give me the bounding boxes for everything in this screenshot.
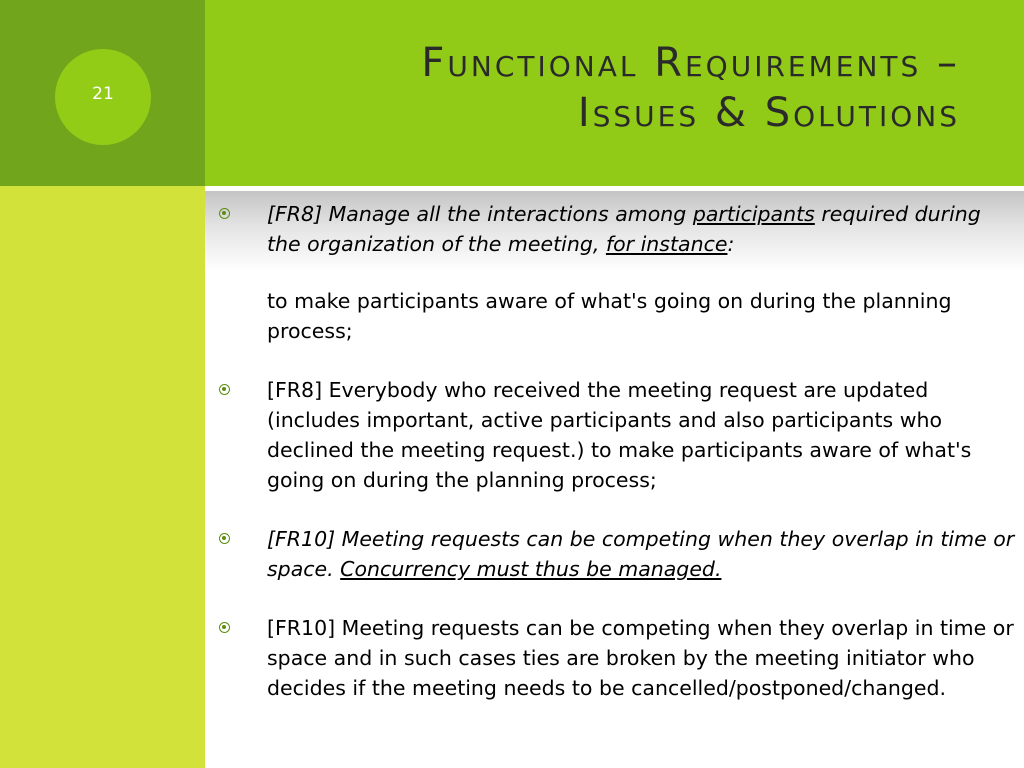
bullet-1-underlined-participants: participants	[692, 202, 815, 226]
bullet-item-1-continuation	[218, 286, 1016, 346]
bullet-list	[218, 199, 1016, 703]
slide-title-line-1: Functional Requirements –	[421, 40, 960, 86]
bullet-item-4	[218, 613, 1016, 703]
bullet-3-underlined-text: Concurrency must thus be managed.	[340, 557, 722, 581]
bullet-1-underlined-for-instance: for instance	[605, 232, 728, 256]
target-bullet-icon	[219, 208, 230, 219]
bullet-item-3	[218, 524, 1016, 584]
bullet-item-2	[218, 375, 1016, 495]
bullet-1-text-b: required during the organization of the meeting,	[267, 202, 981, 256]
bullet-4-text: [FR10] Meeting requests can be competing when they overlap in time or space and in such cases ties are broken by the meeting initiator who decides if the meeting needs to be cancelled/postponed/changed.	[267, 616, 1014, 700]
bullet-1-text-a: [FR8] Manage all the interactions among	[267, 202, 693, 226]
left-bottom-panel	[0, 186, 205, 768]
slide-number-badge	[55, 49, 151, 145]
slide-number: 21	[92, 84, 114, 104]
bullet-3-text: [FR10] Meeting requests can be competing when they overlap in time or space.	[267, 527, 1015, 581]
slide-title	[220, 38, 960, 138]
target-bullet-icon	[219, 622, 230, 633]
slide-title-line-2: Issues & Solutions	[577, 90, 960, 136]
target-bullet-icon	[219, 384, 230, 395]
bullet-1-continuation-text: to make participants aware of what's going on during the planning process;	[267, 289, 952, 343]
bullet-item-1	[218, 199, 1016, 259]
target-bullet-icon	[219, 533, 230, 544]
bullet-2-text: [FR8] Everybody who received the meeting request are updated (includes important, active participants and also participants who declined the meeting request.) to make participants aware of what's going on during the planning process;	[267, 378, 972, 492]
bullet-1-colon: :	[727, 232, 735, 256]
